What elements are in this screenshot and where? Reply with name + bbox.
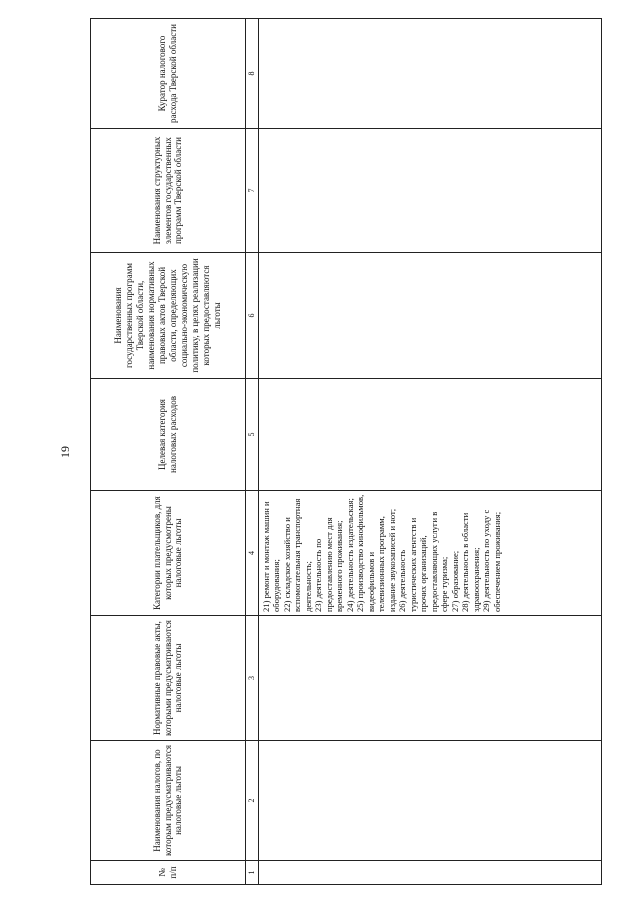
list-item: 29) деятельность по уходу с обеспечением проживания; (481, 509, 502, 612)
column-number-cell: 6 (246, 253, 259, 379)
page-number: 19 (58, 446, 72, 458)
column-number-cell: 4 (246, 491, 259, 616)
list-item: 24) деятельность издательская; (344, 498, 355, 612)
column-number-row (246, 19, 259, 885)
header-cell-tax-names: Наименования налогов, по которым предусматриваются налоговые льготы (91, 741, 246, 861)
column-number-cell: 5 (246, 379, 259, 491)
header-cell-payer-categories: Категории плательщиков, для которых предусмотрены налоговые льготы (91, 491, 246, 616)
body-cell-tax-names (259, 741, 602, 861)
list-item: 22) складское хозяйство и вспомогательная транспортная деятельность; (281, 498, 313, 612)
table-row (259, 19, 602, 885)
rotated-content (50, 19, 610, 885)
payer-category-list (261, 494, 502, 612)
tax-benefits-table (90, 18, 602, 885)
list-item: 23) деятельность по предоставлению мест для временного проживания; (313, 517, 345, 612)
body-cell-structural-elements (259, 129, 602, 253)
list-item: 27) образование; (449, 550, 460, 612)
body-cell-target-category (259, 379, 602, 491)
list-item: 25) производство кинофильмов, видеофильмов и телевизионных программ, издание звукозаписей и нот; (355, 494, 397, 612)
column-number-cell: 1 (246, 861, 259, 885)
list-item: 21) ремонт и монтаж машин и оборудования; (261, 501, 282, 612)
column-number-cell: 7 (246, 129, 259, 253)
header-cell-curator: Куратор налогового расхода Тверской области (91, 19, 246, 129)
list-item: 28) деятельность в области здравоохранения; (460, 512, 481, 612)
header-cell-target-category: Целевая категория налоговых расходов (91, 379, 246, 491)
body-cell-number (259, 861, 602, 885)
header-cell-state-programs: Наименования государственных программ Тверской области, наименования нормативных правовых актов Тверской области, определяющих социально-экономическую политику, в целях реализации которых предоставляются льготы (91, 253, 246, 379)
body-cell-legal-acts (259, 616, 602, 741)
column-number-cell: 8 (246, 19, 259, 129)
header-cell-structural-elements: Наименования структурных элементов государственных программ Тверской области (91, 129, 246, 253)
body-cell-state-programs (259, 253, 602, 379)
column-number-cell: 2 (246, 741, 259, 861)
header-cell-number: № п/п (91, 861, 246, 885)
list-item: 26) деятельность туристических агентств и прочих организаций, предоставляющих услуги в сфере туризма; (397, 511, 450, 612)
body-cell-payer-categories (259, 491, 602, 616)
body-cell-curator (259, 19, 602, 129)
header-row (91, 19, 246, 885)
column-number-cell: 3 (246, 616, 259, 741)
header-cell-legal-acts: Нормативные правовые акты, которыми предусматриваются налоговые льготы (91, 616, 246, 741)
